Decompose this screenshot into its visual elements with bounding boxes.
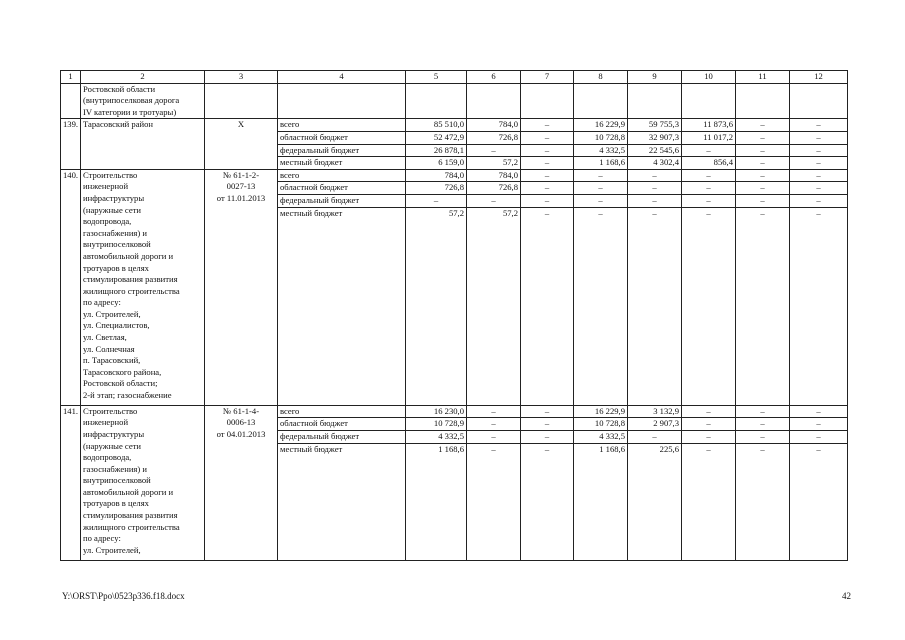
name-line: (наружные сети (83, 440, 142, 451)
value-cell: – (790, 418, 848, 431)
value-cell: 726,8 (467, 182, 521, 195)
header-cell: 2 (81, 71, 205, 84)
value-cell: – (682, 430, 736, 443)
value-cell: – (790, 207, 848, 405)
name-line: IV категории и тротуары) (83, 106, 177, 117)
value-cell: – (467, 430, 521, 443)
budget-type-cell: всего (278, 405, 406, 418)
name-line: жилищного строительства (83, 285, 180, 296)
name-line: газоснабжения) и (83, 463, 147, 474)
value-cell: 32 907,3 (628, 131, 682, 144)
value-cell: 57,2 (467, 207, 521, 405)
value-cell: – (682, 194, 736, 207)
value-cell: 22 545,6 (628, 144, 682, 157)
value-cell: 59 755,3 (628, 119, 682, 132)
header-cell: 5 (406, 71, 467, 84)
doc-line: 0006-13 (226, 417, 256, 428)
value-cell: – (736, 182, 790, 195)
value-cell: – (790, 430, 848, 443)
value-cell: 16 230,0 (406, 405, 467, 418)
value-cell (521, 83, 574, 119)
value-cell: 4 332,5 (406, 430, 467, 443)
file-path: Y:\ORST\Ppo\0523p336.f18.docx (62, 591, 185, 601)
value-cell: 4 332,5 (574, 430, 628, 443)
value-cell: 784,0 (467, 119, 521, 132)
value-cell: – (736, 131, 790, 144)
value-cell: 11 017,2 (682, 131, 736, 144)
value-cell: – (628, 194, 682, 207)
value-cell: – (736, 169, 790, 182)
value-cell (790, 83, 848, 119)
value-cell: 784,0 (406, 169, 467, 182)
budget-type-cell: федеральный бюджет (278, 144, 406, 157)
header-cell: 7 (521, 71, 574, 84)
value-cell: – (790, 443, 848, 560)
object-name-cell (81, 119, 205, 169)
value-cell: – (521, 207, 574, 405)
name-line: тротуаров в целях (83, 262, 149, 273)
name-line: автомобильной дороги и (83, 250, 174, 261)
name-line: по адресу: (83, 533, 121, 544)
value-cell: 726,8 (467, 131, 521, 144)
table-row (61, 169, 848, 182)
value-cell: 4 302,4 (628, 157, 682, 170)
value-cell: – (790, 157, 848, 170)
doc-reference-cell (205, 405, 278, 560)
name-line: стимулирования развития (83, 510, 178, 521)
value-cell: – (682, 207, 736, 405)
name-line: п. Тарасовский, (83, 355, 141, 366)
number-cell: 139. (61, 119, 81, 169)
continued-row (61, 83, 848, 119)
value-cell (628, 83, 682, 119)
value-cell: – (521, 194, 574, 207)
value-cell: 856,4 (682, 157, 736, 170)
value-cell: – (574, 207, 628, 405)
budget-type-cell (278, 83, 406, 119)
name-line: автомобильной дороги и (83, 486, 174, 497)
doc-line: № 61-1-2- (222, 169, 260, 180)
name-line: Строительство (83, 405, 138, 416)
budget-type-cell: всего (278, 119, 406, 132)
doc-reference-cell (205, 119, 278, 169)
number-cell: 141. (61, 405, 81, 560)
budget-type-cell: федеральный бюджет (278, 194, 406, 207)
value-cell: 3 132,9 (628, 405, 682, 418)
value-cell: 1 168,6 (574, 157, 628, 170)
value-cell (467, 83, 521, 119)
value-cell: – (628, 169, 682, 182)
value-cell: 1 168,6 (574, 443, 628, 560)
value-cell: – (736, 144, 790, 157)
header-cell: 1 (61, 71, 81, 84)
value-cell: – (790, 131, 848, 144)
header-cell: 11 (736, 71, 790, 84)
value-cell (736, 83, 790, 119)
value-cell: – (467, 418, 521, 431)
value-cell: – (790, 194, 848, 207)
name-line: газоснабжения) и (83, 227, 147, 238)
name-line: Тарасовского района, (83, 366, 162, 377)
name-line: водопровода, (83, 216, 132, 227)
name-line: ул. Специалистов, (83, 320, 150, 331)
value-cell: – (467, 144, 521, 157)
value-cell: – (790, 182, 848, 195)
doc-line: от 11.01.2013 (216, 192, 266, 203)
value-cell: 10 728,9 (406, 418, 467, 431)
value-cell: 4 332,5 (574, 144, 628, 157)
value-cell: – (521, 418, 574, 431)
value-cell: – (521, 169, 574, 182)
budget-type-cell: федеральный бюджет (278, 430, 406, 443)
value-cell: – (467, 194, 521, 207)
value-cell: – (467, 405, 521, 418)
value-cell: – (521, 405, 574, 418)
header-cell: 3 (205, 71, 278, 84)
value-cell: 11 873,6 (682, 119, 736, 132)
name-line: 2-й этап; газоснабжение (83, 390, 172, 401)
value-cell: – (467, 443, 521, 560)
value-cell: 85 510,0 (406, 119, 467, 132)
value-cell: – (521, 157, 574, 170)
value-cell: – (790, 144, 848, 157)
name-line: ул. Солнечная (83, 343, 135, 354)
value-cell: – (521, 430, 574, 443)
name-line: Строительство (83, 169, 138, 180)
value-cell: – (790, 405, 848, 418)
value-cell: – (521, 443, 574, 560)
name-line: ул. Строителей, (83, 544, 141, 555)
value-cell: 26 878,1 (406, 144, 467, 157)
budget-type-cell: местный бюджет (278, 157, 406, 170)
value-cell (406, 83, 467, 119)
value-cell: – (682, 405, 736, 418)
name-line: (внутрипоселковая дорога (83, 95, 180, 106)
budget-type-cell: областной бюджет (278, 418, 406, 431)
value-cell: 225,6 (628, 443, 682, 560)
budget-table (60, 70, 848, 561)
header-cell: 8 (574, 71, 628, 84)
value-cell: – (574, 169, 628, 182)
value-cell (682, 83, 736, 119)
name-line: инфраструктуры (83, 428, 145, 439)
doc-cell (205, 83, 278, 119)
value-cell: 52 472,9 (406, 131, 467, 144)
value-cell: – (521, 182, 574, 195)
value-cell: – (574, 182, 628, 195)
value-cell: – (521, 119, 574, 132)
value-cell: – (682, 443, 736, 560)
header-cell: 10 (682, 71, 736, 84)
name-line: Ростовской области; (83, 378, 158, 389)
value-cell: 16 229,9 (574, 405, 628, 418)
doc-line: от 04.01.2013 (216, 428, 266, 439)
value-cell: – (628, 182, 682, 195)
budget-type-cell: местный бюджет (278, 207, 406, 405)
object-name-cell (81, 83, 205, 119)
budget-type-cell: областной бюджет (278, 131, 406, 144)
page-number: 42 (842, 591, 851, 601)
value-cell: 57,2 (467, 157, 521, 170)
doc-line: 0027-13 (226, 181, 256, 192)
value-cell: – (574, 194, 628, 207)
budget-type-cell: всего (278, 169, 406, 182)
value-cell: – (736, 443, 790, 560)
value-cell: – (628, 430, 682, 443)
value-cell: 726,8 (406, 182, 467, 195)
value-cell: 2 907,3 (628, 418, 682, 431)
name-line: жилищного строительства (83, 521, 180, 532)
object-name-cell (81, 405, 205, 560)
doc-line: Х (237, 119, 245, 130)
value-cell: 6 159,0 (406, 157, 467, 170)
budget-type-cell: местный бюджет (278, 443, 406, 560)
value-cell: 16 229,9 (574, 119, 628, 132)
value-cell: – (736, 430, 790, 443)
value-cell: – (736, 207, 790, 405)
value-cell: – (736, 405, 790, 418)
name-line: инфраструктуры (83, 192, 145, 203)
value-cell: 10 728,8 (574, 131, 628, 144)
name-line: Тарасовский район (83, 119, 154, 130)
name-line: инженерной (83, 417, 129, 428)
value-cell: – (736, 119, 790, 132)
header-cell: 6 (467, 71, 521, 84)
value-cell: – (682, 144, 736, 157)
name-line: внутрипоселковой (83, 475, 151, 486)
value-cell: – (406, 194, 467, 207)
name-line: по адресу: (83, 297, 121, 308)
value-cell: 784,0 (467, 169, 521, 182)
header-row (61, 71, 848, 84)
name-line: тротуаров в целях (83, 498, 149, 509)
name-line: внутрипоселковой (83, 239, 151, 250)
object-name-cell (81, 169, 205, 405)
table-row (61, 119, 848, 132)
name-line: водопровода, (83, 452, 132, 463)
value-cell: – (521, 144, 574, 157)
name-line: стимулирования развития (83, 274, 178, 285)
doc-reference-cell (205, 169, 278, 405)
header-cell: 4 (278, 71, 406, 84)
value-cell: – (790, 119, 848, 132)
header-cell: 12 (790, 71, 848, 84)
value-cell: – (682, 169, 736, 182)
table-row (61, 405, 848, 418)
value-cell: 10 728,8 (574, 418, 628, 431)
number-cell (61, 83, 81, 119)
header-cell: 9 (628, 71, 682, 84)
name-line: Ростовской области (83, 83, 156, 94)
value-cell: – (736, 194, 790, 207)
value-cell: 57,2 (406, 207, 467, 405)
doc-line: № 61-1-4- (222, 405, 260, 416)
value-cell (574, 83, 628, 119)
value-cell: – (736, 157, 790, 170)
value-cell: – (790, 169, 848, 182)
value-cell: – (682, 418, 736, 431)
value-cell: – (628, 207, 682, 405)
value-cell: – (736, 418, 790, 431)
name-line: инженерной (83, 181, 129, 192)
value-cell: – (521, 131, 574, 144)
name-line: ул. Строителей, (83, 308, 141, 319)
value-cell: 1 168,6 (406, 443, 467, 560)
name-line: ул. Светлая, (83, 332, 127, 343)
table-body (61, 71, 848, 561)
name-line: (наружные сети (83, 204, 142, 215)
number-cell: 140. (61, 169, 81, 405)
budget-type-cell: областной бюджет (278, 182, 406, 195)
value-cell: – (682, 182, 736, 195)
